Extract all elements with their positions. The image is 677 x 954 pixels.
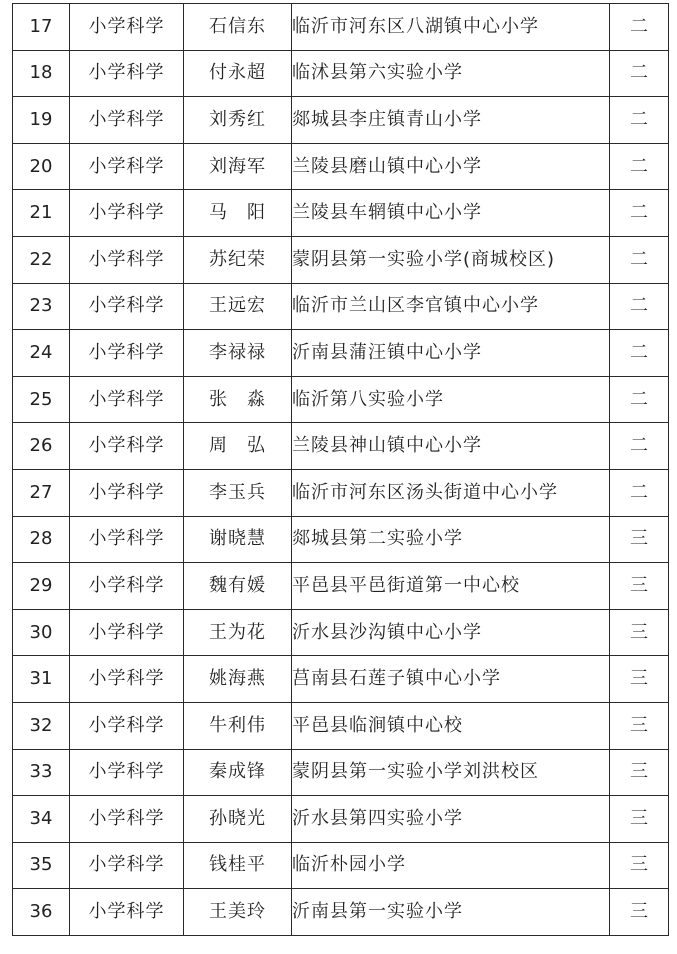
teacher-name-cell: 张 淼 [184,376,292,423]
school-cell: 沂南县蒲汪镇中心小学 [292,330,610,377]
row-number: 21 [13,190,70,237]
subject-cell: 小学科学 [70,749,184,796]
subject-cell: 小学科学 [70,97,184,144]
subject-cell: 小学科学 [70,563,184,610]
teacher-name-cell: 钱桂平 [184,842,292,889]
school-cell: 临沂第八实验小学 [292,376,610,423]
school-cell: 兰陵县磨山镇中心小学 [292,143,610,190]
teacher-name-cell: 李禄禄 [184,330,292,377]
teacher-name-cell: 王为花 [184,609,292,656]
award-level-cell: 二 [610,97,669,144]
subject-cell: 小学科学 [70,702,184,749]
subject-cell: 小学科学 [70,842,184,889]
teacher-name-cell: 谢晓慧 [184,516,292,563]
subject-cell: 小学科学 [70,283,184,330]
row-number: 35 [13,842,70,889]
table-row [13,609,669,656]
school-cell: 临沂朴园小学 [292,842,610,889]
teacher-name-cell: 马 阳 [184,190,292,237]
table-row [13,516,669,563]
subject-cell: 小学科学 [70,889,184,936]
row-number: 22 [13,236,70,283]
award-level-cell: 二 [610,50,669,97]
row-number: 30 [13,609,70,656]
subject-cell: 小学科学 [70,656,184,703]
table-row [13,842,669,889]
award-level-cell: 三 [610,749,669,796]
table-row [13,190,669,237]
teacher-name-cell: 周 弘 [184,423,292,470]
school-cell: 临沂市河东区八湖镇中心小学 [292,4,610,51]
school-cell: 兰陵县神山镇中心小学 [292,423,610,470]
award-level-cell: 二 [610,423,669,470]
awards-table [12,3,669,936]
award-level-cell: 二 [610,236,669,283]
teacher-name-cell: 刘海军 [184,143,292,190]
school-cell: 沂水县沙沟镇中心小学 [292,609,610,656]
school-cell: 蒙阴县第一实验小学(商城校区) [292,236,610,283]
row-number: 20 [13,143,70,190]
row-number: 34 [13,796,70,843]
table-row [13,423,669,470]
award-level-cell: 三 [610,842,669,889]
row-number: 29 [13,563,70,610]
award-level-cell: 三 [610,563,669,610]
school-cell: 沂南县第一实验小学 [292,889,610,936]
teacher-name-cell: 王美玲 [184,889,292,936]
teacher-name-cell: 石信东 [184,4,292,51]
table-row [13,330,669,377]
school-cell: 临沂市河东区汤头街道中心小学 [292,469,610,516]
teacher-name-cell: 付永超 [184,50,292,97]
subject-cell: 小学科学 [70,143,184,190]
table-row [13,283,669,330]
row-number: 18 [13,50,70,97]
school-cell: 沂水县第四实验小学 [292,796,610,843]
school-cell: 平邑县临涧镇中心校 [292,702,610,749]
table-row [13,469,669,516]
award-level-cell: 三 [610,656,669,703]
row-number: 17 [13,4,70,51]
row-number: 19 [13,97,70,144]
subject-cell: 小学科学 [70,330,184,377]
table-row [13,656,669,703]
table-row [13,702,669,749]
row-number: 32 [13,702,70,749]
school-cell: 兰陵县车辋镇中心小学 [292,190,610,237]
school-cell: 郯城县李庄镇青山小学 [292,97,610,144]
school-cell: 临沂市兰山区李官镇中心小学 [292,283,610,330]
teacher-name-cell: 苏纪荣 [184,236,292,283]
table-row [13,796,669,843]
award-level-cell: 二 [610,4,669,51]
row-number: 33 [13,749,70,796]
teacher-name-cell: 刘秀红 [184,97,292,144]
row-number: 28 [13,516,70,563]
subject-cell: 小学科学 [70,376,184,423]
subject-cell: 小学科学 [70,50,184,97]
teacher-name-cell: 李玉兵 [184,469,292,516]
subject-cell: 小学科学 [70,516,184,563]
subject-cell: 小学科学 [70,469,184,516]
row-number: 24 [13,330,70,377]
award-level-cell: 三 [610,796,669,843]
table-row [13,563,669,610]
table-row [13,889,669,936]
award-level-cell: 三 [610,702,669,749]
row-number: 26 [13,423,70,470]
subject-cell: 小学科学 [70,423,184,470]
subject-cell: 小学科学 [70,236,184,283]
school-cell: 郯城县第二实验小学 [292,516,610,563]
table-row [13,50,669,97]
table-row [13,143,669,190]
subject-cell: 小学科学 [70,190,184,237]
row-number: 25 [13,376,70,423]
table-row [13,236,669,283]
table-row [13,4,669,51]
teacher-name-cell: 牛利伟 [184,702,292,749]
award-level-cell: 三 [610,889,669,936]
row-number: 27 [13,469,70,516]
award-level-cell: 三 [610,516,669,563]
subject-cell: 小学科学 [70,609,184,656]
table-row [13,97,669,144]
teacher-name-cell: 姚海燕 [184,656,292,703]
award-level-cell: 三 [610,609,669,656]
school-cell: 蒙阴县第一实验小学刘洪校区 [292,749,610,796]
award-level-cell: 二 [610,376,669,423]
table-row [13,376,669,423]
subject-cell: 小学科学 [70,4,184,51]
school-cell: 平邑县平邑街道第一中心校 [292,563,610,610]
teacher-name-cell: 王远宏 [184,283,292,330]
table-row [13,749,669,796]
school-cell: 临沭县第六实验小学 [292,50,610,97]
award-level-cell: 二 [610,469,669,516]
teacher-name-cell: 魏有媛 [184,563,292,610]
award-level-cell: 二 [610,283,669,330]
award-level-cell: 二 [610,143,669,190]
teacher-name-cell: 秦成锋 [184,749,292,796]
award-level-cell: 二 [610,190,669,237]
award-level-cell: 二 [610,330,669,377]
row-number: 36 [13,889,70,936]
row-number: 31 [13,656,70,703]
subject-cell: 小学科学 [70,796,184,843]
awards-table-body [13,4,669,936]
teacher-name-cell: 孙晓光 [184,796,292,843]
school-cell: 莒南县石莲子镇中心小学 [292,656,610,703]
row-number: 23 [13,283,70,330]
